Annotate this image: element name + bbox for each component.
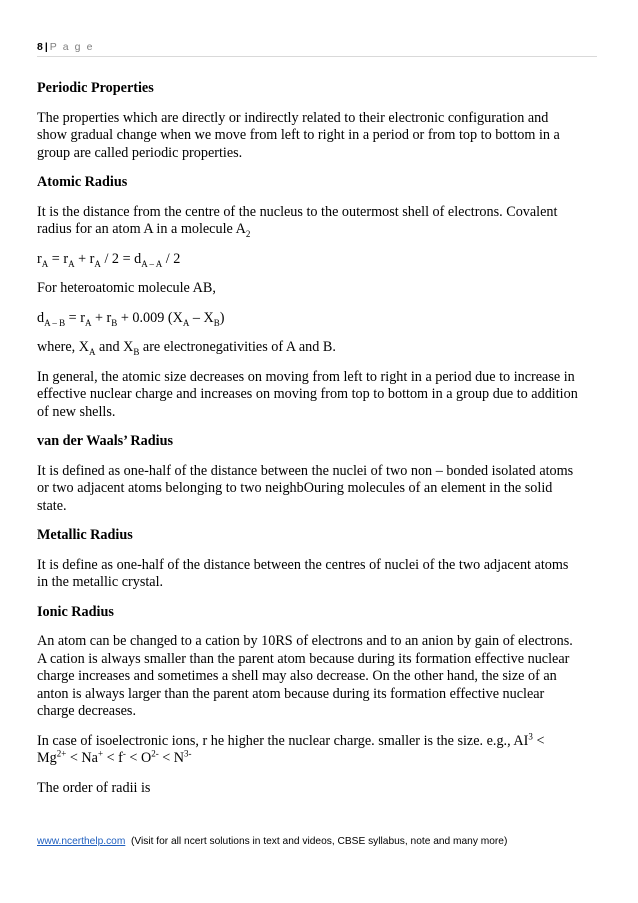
heading-ionic-radius: Ionic Radius [37, 603, 114, 620]
text-line: In case of isoelectronic ions, r he higher the nuclear charge. smaller is the size. e.g., $AI^3$ < [37, 730, 545, 749]
heading-metallic-radius: Metallic Radius [37, 527, 133, 543]
heading-atomic-radius: Atomic Radius [37, 174, 128, 190]
paragraph-general [37, 369, 599, 422]
paragraph-metallic [37, 557, 599, 592]
text-line: It is the distance from the centre of the nucleus to the outermost shell of electrons. Covalent [37, 203, 558, 220]
page-word: P a g e [49, 41, 95, 53]
text-line: group are called periodic properties. [37, 144, 243, 161]
text-line: or two adjacent atoms belonging to two neighbOuring molecules of an element in the solid [37, 480, 553, 496]
text-line: anton is always larger than the parent atom because during its formation effective nuclear [37, 685, 545, 702]
paragraph-isoelectronic [37, 730, 599, 768]
footer-link[interactable]: www.ncerthelp.com [37, 836, 126, 847]
heading-van-der-waals: van der Waals’ Radius [37, 433, 173, 449]
page-content [37, 74, 599, 797]
paragraph-heteroatomic: For heteroatomic molecule AB, [37, 280, 216, 296]
footer-note: (Visit for all ncert solutions in text and videos, CBSE syllabus, note and many more) [131, 836, 508, 847]
paragraph-periodic [37, 110, 599, 163]
paragraph-ionic [37, 633, 599, 721]
text-line: radius for an atom A in a molecule $A_2$ [37, 221, 251, 239]
text-line: An atom can be changed to a cation by 10RS of electrons and to an anion by gain of electrons. [37, 633, 573, 649]
text-line: $Mg^{2+} < Na^+ < f^- < O^{2-} < N^{3-}$ [37, 748, 192, 766]
paragraph-atomic [37, 204, 599, 239]
text-line: The properties which are directly or indirectly related to their electronic configuration and [37, 109, 549, 126]
header-separator: | [44, 41, 48, 53]
header-divider [37, 56, 597, 57]
page-header [37, 41, 597, 53]
formula-covalent-radius: $r_A = r_A + r_A / 2 = d_{A - A} / 2$ [37, 250, 181, 269]
text-line: charge decreases. [37, 703, 136, 719]
text-line: In general, the atomic size decreases on moving from left to right in a period due to increase in [37, 368, 575, 385]
page-footer [37, 836, 607, 847]
text-line: in the metallic crystal. [37, 574, 164, 590]
paragraph-order-of-radii: The order of radii is [37, 779, 151, 796]
text-line: charge increases and sometimes a shell may also decrease. On the other hand, the size of an [37, 668, 557, 684]
text-line: state. [37, 497, 67, 514]
formula-heteroatomic: $d_{A - B} = r_A + r_B + 0.009$ $(X_A - X_B)$ [37, 309, 225, 328]
text-line: A cation is always smaller than the parent atom because during its formation effective nuclear [37, 650, 570, 667]
text-line: of new shells. [37, 403, 116, 420]
text-line: It is define as one-half of the distance between the centres of nuclei of the two adjacent atoms [37, 556, 569, 573]
text-line: effective nuclear charge and increases on moving from top to bottom in a group due to addition [37, 386, 578, 402]
paragraph-where: where, $X_A$ and $X_B$ are electronegativities of A and B. [37, 339, 336, 357]
page-number: 8 [37, 41, 43, 53]
text-line: show gradual change when we move from left to right in a period or from top to bottom in a [37, 127, 560, 143]
heading-periodic-properties: Periodic Properties [37, 80, 154, 96]
text-line: It is defined as one-half of the distance between the nuclei of two non – bonded isolated atoms [37, 462, 574, 479]
paragraph-van-der-waals [37, 463, 599, 516]
